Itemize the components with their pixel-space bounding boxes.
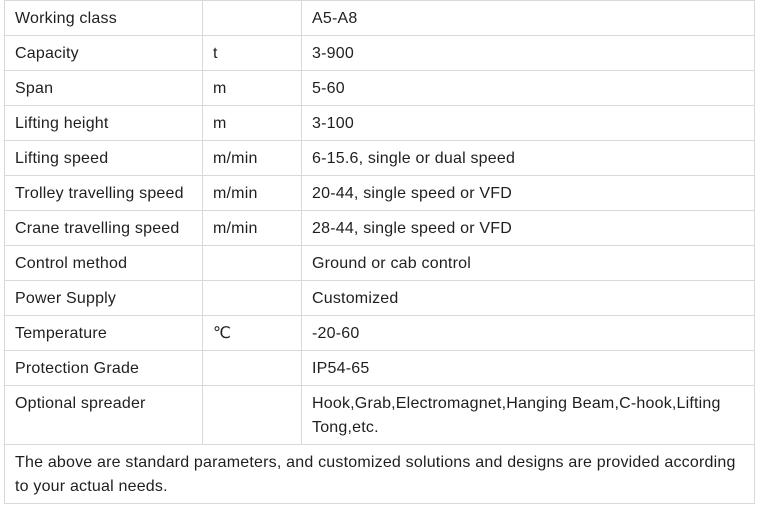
unit-cell: m xyxy=(203,106,302,141)
table-row xyxy=(5,211,755,246)
unit-cell: m/min xyxy=(203,211,302,246)
table-row xyxy=(5,36,755,71)
param-cell: Control method xyxy=(5,246,203,281)
value-cell: IP54-65 xyxy=(302,351,755,386)
unit-cell: ℃ xyxy=(203,316,302,351)
table-row xyxy=(5,176,755,211)
table-row xyxy=(5,246,755,281)
table-row xyxy=(5,281,755,316)
unit-cell xyxy=(203,351,302,386)
footer-note: The above are standard parameters, and customized solutions and designs are provided according to your actual needs. xyxy=(5,445,755,504)
value-cell: -20-60 xyxy=(302,316,755,351)
unit-cell xyxy=(203,386,302,445)
value-cell: 5-60 xyxy=(302,71,755,106)
unit-cell: m/min xyxy=(203,141,302,176)
value-cell: 6-15.6, single or dual speed xyxy=(302,141,755,176)
specification-table xyxy=(4,0,755,504)
param-cell: Optional spreader xyxy=(5,386,203,445)
table-row xyxy=(5,1,755,36)
param-cell: Working class xyxy=(5,1,203,36)
table-footer-row xyxy=(5,445,755,504)
table-row xyxy=(5,316,755,351)
value-cell: 28-44, single speed or VFD xyxy=(302,211,755,246)
table-row xyxy=(5,71,755,106)
unit-cell xyxy=(203,246,302,281)
table-row xyxy=(5,351,755,386)
param-cell: Trolley travelling speed xyxy=(5,176,203,211)
table-row xyxy=(5,106,755,141)
param-cell: Capacity xyxy=(5,36,203,71)
unit-cell xyxy=(203,1,302,36)
value-cell: Ground or cab control xyxy=(302,246,755,281)
value-cell: 3-900 xyxy=(302,36,755,71)
unit-cell xyxy=(203,281,302,316)
param-cell: Protection Grade xyxy=(5,351,203,386)
unit-cell: m/min xyxy=(203,176,302,211)
param-cell: Lifting speed xyxy=(5,141,203,176)
value-cell: 3-100 xyxy=(302,106,755,141)
param-cell: Span xyxy=(5,71,203,106)
table-row xyxy=(5,386,755,445)
value-cell: Customized xyxy=(302,281,755,316)
param-cell: Crane travelling speed xyxy=(5,211,203,246)
param-cell: Temperature xyxy=(5,316,203,351)
value-cell: A5-A8 xyxy=(302,1,755,36)
value-cell: 20-44, single speed or VFD xyxy=(302,176,755,211)
param-cell: Lifting height xyxy=(5,106,203,141)
unit-cell: m xyxy=(203,71,302,106)
param-cell: Power Supply xyxy=(5,281,203,316)
table-row xyxy=(5,141,755,176)
value-cell: Hook,Grab,Electromagnet,Hanging Beam,C-hook,Lifting Tong,etc. xyxy=(302,386,755,445)
unit-cell: t xyxy=(203,36,302,71)
